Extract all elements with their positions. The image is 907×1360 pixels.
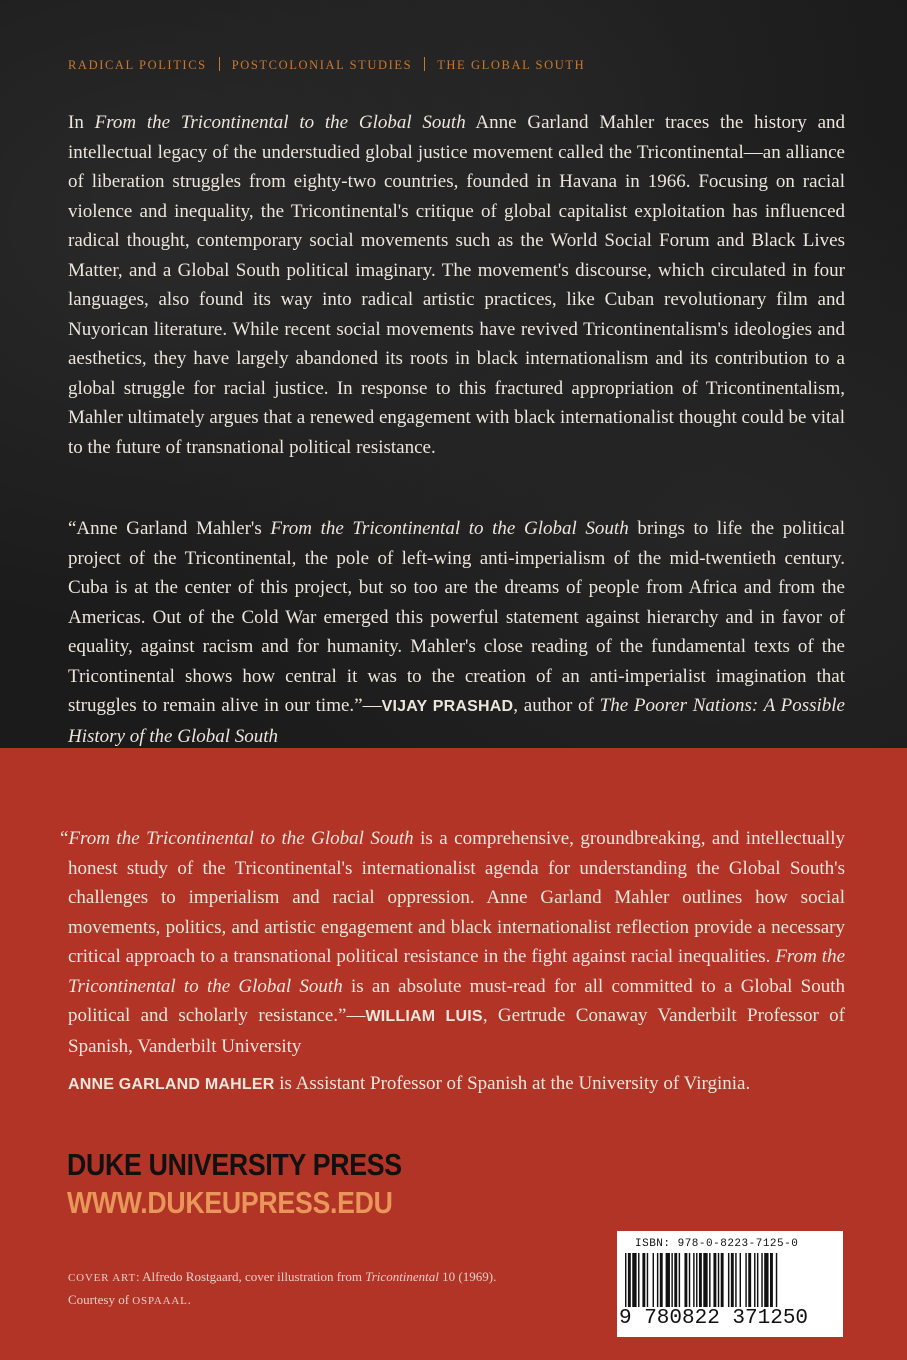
blurb2-text-2: is an absolute must-read for all committed to a Global South political and scholarly resistance.”— bbox=[68, 975, 845, 1026]
description-text: Anne Garland Mahler traces the history and intellectual legacy of the understudied global justice movement called the Tricontinental—an alliance of liberation struggles from eighty-two countries, founded in Havana in 1966. Focusing on racial violence and inequality, the Tricontinental's critique of global capitalist exploitation has influenced radical thought, contemporary social movements such as the World Social Forum and Black Lives Matter, and a Global South political imaginary. The movement's discourse, which circulated in four languages, also found its way into radical artistic practices, like Cuban revolutionary film and Nuyorican literature. While recent social movements have revived Tricontinentalism's ideologies and aesthetics, they have largely abandoned its roots in black internationalism and its contribution to a global struggle for racial justice. In response to this fractured appropriation of Tricontinentalism, Mahler ultimately argues that a renewed engagement with black internationalist thought could be vital to the future of transnational political resistance. bbox=[68, 112, 846, 458]
barcode-bar bbox=[699, 1253, 702, 1307]
category-divider bbox=[219, 57, 220, 71]
barcode-bar bbox=[638, 1253, 639, 1307]
barcode-bar bbox=[653, 1253, 654, 1307]
blurb1-author-book: The Poorer Nations: A Possible History of the Global South bbox=[68, 695, 845, 747]
publisher-url: WWW.DUKEUPRESS.EDU bbox=[67, 1185, 393, 1220]
barcode-bar bbox=[703, 1253, 707, 1307]
blurb2-open: “ bbox=[60, 828, 69, 849]
barcode-bar bbox=[693, 1253, 694, 1307]
bio-text: is Assistant Professor of Spanish at the University of Virginia. bbox=[274, 1073, 751, 1094]
blurb1-author: VIJAY PRASHAD bbox=[381, 698, 514, 715]
publisher-block bbox=[67, 1146, 456, 1222]
isbn-barcode bbox=[617, 1231, 843, 1337]
barcode-bars bbox=[623, 1253, 837, 1309]
description-book-title: From the Tricontinental to the Global South bbox=[94, 112, 466, 133]
category-radical-politics: RADICAL POLITICS bbox=[68, 58, 207, 72]
category-line bbox=[68, 57, 848, 73]
barcode-bar bbox=[628, 1253, 631, 1307]
bio-author-name: ANNE GARLAND MAHLER bbox=[68, 1076, 275, 1093]
barcode-bar bbox=[625, 1253, 626, 1307]
credit-courtesy: Courtesy of bbox=[68, 1292, 133, 1307]
blurb1-book-title: From the Tricontinental to the Global South bbox=[270, 518, 629, 539]
barcode-bar bbox=[718, 1253, 719, 1307]
publisher-name: DUKE UNIVERSITY PRESS bbox=[67, 1147, 402, 1182]
category-global-south: THE GLOBAL SOUTH bbox=[437, 58, 586, 72]
blurb2-text: is a comprehensive, groundbreaking, and intellectually honest study of the Tricontinental's internationalist agenda for understanding the Global South's challenges to imperialism and racial oppression. Anne Garland Mahler outlines how social movements, politics, and artistic engagement and black internationalist reflection provide a necessary critical approach to a transnational political resistance in the fight against racial inequalities. bbox=[68, 828, 845, 967]
description-prefix: In bbox=[68, 112, 95, 133]
credit-text: : Alfredo Rostgaard, cover illustration from bbox=[135, 1269, 366, 1284]
barcode-bar bbox=[728, 1253, 729, 1307]
barcode-bar bbox=[757, 1253, 758, 1307]
barcode-bar bbox=[754, 1253, 755, 1307]
barcode-bar bbox=[740, 1253, 741, 1307]
barcode-bar bbox=[689, 1253, 690, 1307]
endorsement-luis bbox=[60, 824, 845, 1061]
barcode-bar bbox=[761, 1253, 762, 1307]
blurb1-open: “Anne Garland Mahler's bbox=[68, 518, 271, 539]
barcode-bar bbox=[679, 1253, 680, 1307]
barcode-bar bbox=[776, 1253, 777, 1307]
credit-org: OSPAAAL bbox=[132, 1295, 188, 1307]
credit-label: COVER ART bbox=[68, 1272, 136, 1284]
barcode-bar bbox=[764, 1253, 768, 1307]
barcode-bar bbox=[674, 1253, 677, 1307]
category-divider bbox=[424, 57, 425, 71]
barcode-bar bbox=[657, 1253, 658, 1307]
barcode-bar bbox=[632, 1253, 636, 1307]
blurb2-affiliation: , Gertrude Conaway Vanderbilt Professor of Spanish, Vanderbilt University bbox=[68, 1005, 845, 1057]
isbn-label: ISBN: 978-0-8223-7125-0 bbox=[635, 1238, 799, 1250]
barcode-bar bbox=[748, 1253, 751, 1307]
barcode-bar bbox=[684, 1253, 687, 1307]
blurb2-author: WILLIAM LUIS bbox=[365, 1008, 483, 1025]
barcode-bar bbox=[642, 1253, 645, 1307]
barcode-bar bbox=[709, 1253, 710, 1307]
barcode-bar bbox=[713, 1253, 716, 1307]
credit-source-rest: 10 (1969). bbox=[438, 1269, 497, 1284]
author-bio bbox=[68, 1069, 845, 1100]
barcode-bar bbox=[770, 1253, 773, 1307]
barcode-bar bbox=[745, 1253, 746, 1307]
category-postcolonial-studies: POSTCOLONIAL STUDIES bbox=[231, 58, 413, 72]
credit-end: . bbox=[187, 1292, 191, 1307]
credit-source-title: Tricontinental bbox=[365, 1269, 439, 1284]
endorsement-prashad bbox=[68, 514, 845, 751]
blurb2-book-title: From the Tricontinental to the Global South bbox=[68, 828, 414, 849]
blurb2-book-title-2: From the Tricontinental to the Global South bbox=[68, 946, 845, 997]
book-description bbox=[68, 108, 845, 462]
barcode-bar bbox=[666, 1253, 670, 1307]
barcode-number: 9 780822 371250 bbox=[619, 1307, 809, 1330]
barcode-bar bbox=[647, 1253, 648, 1307]
barcode-bar bbox=[696, 1253, 697, 1307]
barcode-bar bbox=[721, 1253, 724, 1307]
cover-art-credit bbox=[68, 1266, 588, 1312]
barcode-bar bbox=[671, 1253, 672, 1307]
barcode-bar bbox=[660, 1253, 663, 1307]
blurb1-text: brings to life the political project of the Tricontinental, the pole of left-wing anti-imperialism of the mid-twentieth century. Cuba is at the center of this project, but so too are the dreams of people from Africa and from the Americas. Out of the Cold War emerged this powerful statement against hierarchy and in favor of equality, against racism and for humanity. Mahler's close reading of the fundamental texts of the Tricontinental shows how central it was to the creation of an anti-imperialist imagination that struggles to remain alive in our time.”— bbox=[68, 518, 846, 716]
barcode-bar bbox=[735, 1253, 736, 1307]
barcode-bar bbox=[731, 1253, 734, 1307]
blurb1-affiliation: , author of bbox=[513, 695, 600, 716]
